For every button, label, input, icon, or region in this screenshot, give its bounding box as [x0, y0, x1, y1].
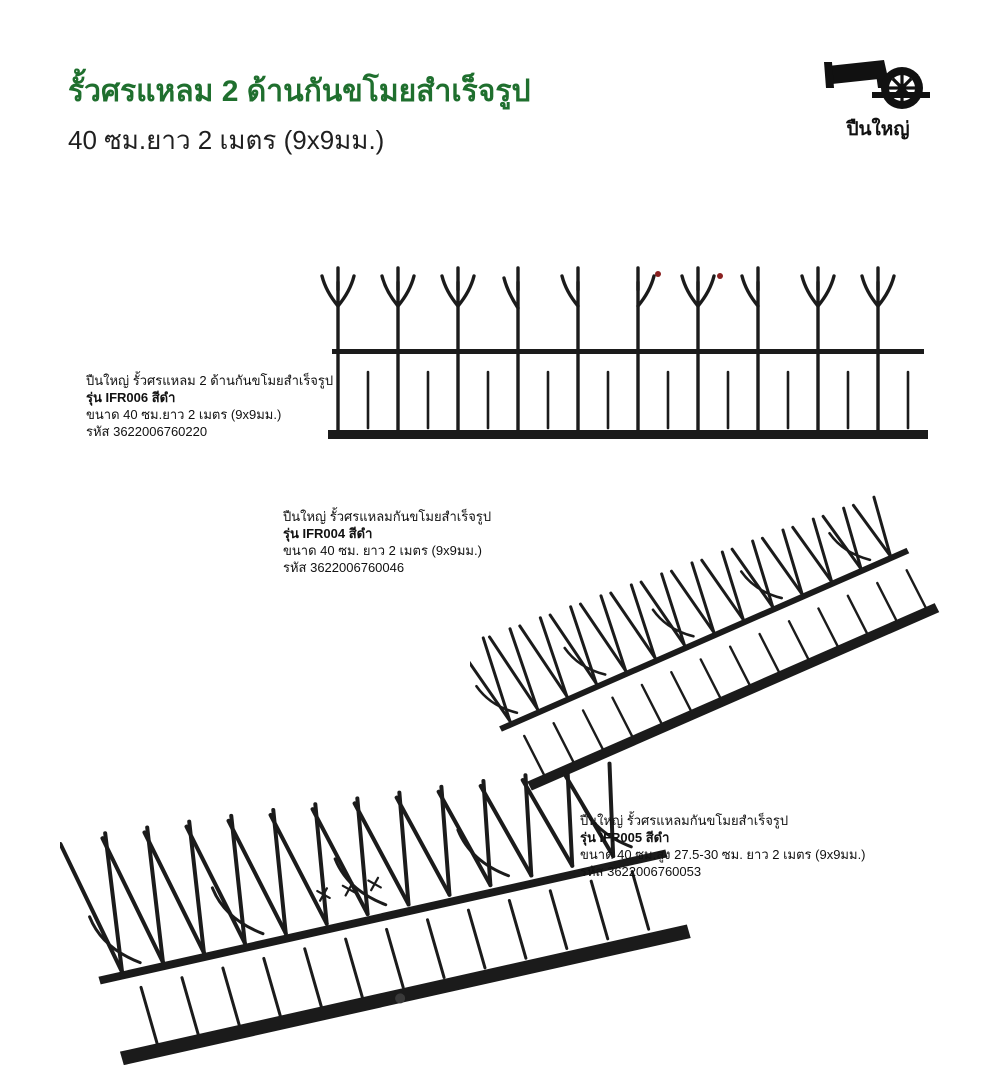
brand-name: ปืนใหญ่	[846, 119, 910, 140]
product-caption-ifr004	[283, 508, 491, 576]
product-image-ifr006	[318, 260, 938, 460]
product-caption-ifr006	[86, 372, 333, 440]
caption-line: รหัส 3622006760046	[283, 560, 405, 575]
cannon-icon	[818, 52, 938, 114]
caption-line: ขนาด 40 ซม. ยาว 2 เมตร (9x9มม.)	[283, 543, 482, 558]
caption-line: ปืนใหญ่ รั้วศรแหลมกันขโมยสำเร็จรูป	[283, 509, 492, 524]
caption-line: รุ่น IFR006 สีดำ	[86, 390, 176, 405]
caption-line: ปืนใหญ่ รั้วศรแหลม 2 ด้านกันขโมยสำเร็จรูป	[86, 373, 334, 388]
page-header	[0, 0, 1000, 190]
caption-line: ปืนใหญ่ รั้วศรแหลมกันขโมยสำเร็จรูป	[580, 813, 789, 828]
caption-line: ขนาด 40 ซม.สูง 27.5-30 ซม. ยาว 2 เมตร (9x9มม.)	[580, 847, 866, 862]
caption-line: รหัส 3622006760053	[580, 864, 702, 879]
page-subtitle: 40 ซม.ยาว 2 เมตร (9x9มม.)	[68, 125, 385, 155]
product-caption-ifr005	[580, 812, 866, 880]
brand-logo	[818, 52, 938, 144]
caption-line: รุ่น IFR005 สีดำ	[580, 830, 670, 845]
caption-line: ขนาด 40 ซม.ยาว 2 เมตร (9x9มม.)	[86, 407, 282, 422]
product-artboard	[0, 190, 1000, 1000]
page-title: รั้วศรแหลม 2 ด้านกันขโมยสำเร็จรูป	[68, 75, 531, 108]
caption-line: รหัส 3622006760220	[86, 424, 208, 439]
caption-line: รุ่น IFR004 สีดำ	[283, 526, 373, 541]
